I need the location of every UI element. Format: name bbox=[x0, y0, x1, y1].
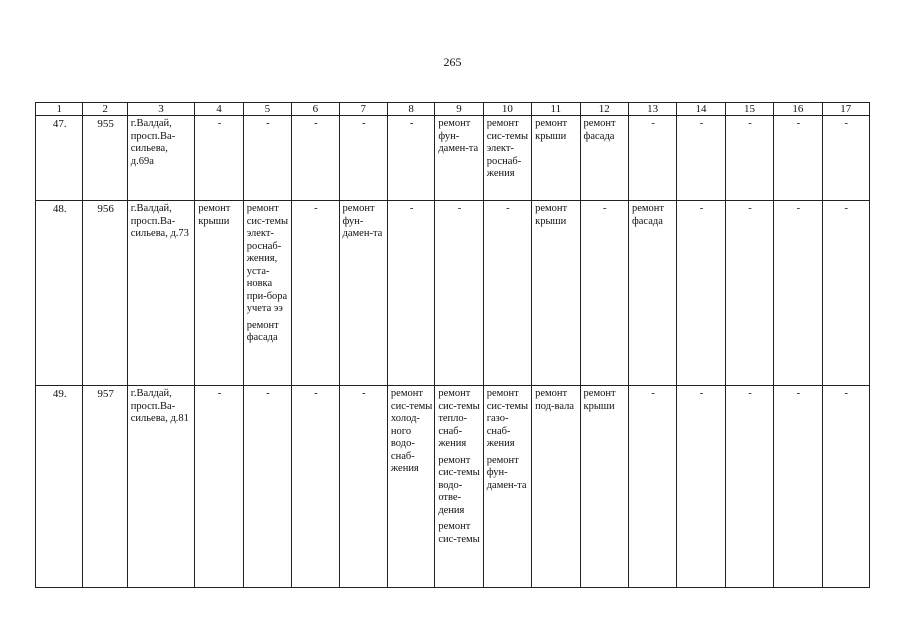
repair-work-entry: ремонт фасада bbox=[583, 118, 616, 142]
column-header: 4 bbox=[195, 103, 243, 116]
repair-work-entry: ремонт фун-дамен-та bbox=[342, 203, 383, 239]
column-header: 6 bbox=[292, 103, 339, 116]
empty-cell: - bbox=[387, 201, 434, 386]
repair-work-cell bbox=[532, 116, 580, 201]
column-header: 5 bbox=[243, 103, 291, 116]
header-row bbox=[36, 103, 870, 116]
table-row bbox=[36, 201, 870, 386]
empty-cell: - bbox=[725, 386, 773, 588]
column-header: 13 bbox=[628, 103, 676, 116]
column-header: 10 bbox=[483, 103, 531, 116]
empty-cell: - bbox=[435, 201, 483, 386]
repair-work-cell bbox=[195, 201, 243, 386]
building-code-cell: 957 bbox=[83, 386, 127, 588]
empty-cell: - bbox=[822, 201, 869, 386]
empty-cell: - bbox=[628, 386, 676, 588]
repair-work-entry: ремонт крыши bbox=[198, 203, 231, 227]
column-header: 12 bbox=[580, 103, 628, 116]
column-header: 7 bbox=[339, 103, 387, 116]
column-header: 2 bbox=[83, 103, 127, 116]
repair-work-entry: ремонт сис-темы bbox=[438, 521, 480, 545]
table-row bbox=[36, 386, 870, 588]
repair-work-cell bbox=[580, 386, 628, 588]
empty-cell: - bbox=[483, 201, 531, 386]
empty-cell: - bbox=[822, 386, 869, 588]
empty-cell: - bbox=[628, 116, 676, 201]
empty-cell: - bbox=[677, 116, 725, 201]
empty-cell: - bbox=[822, 116, 869, 201]
empty-cell: - bbox=[387, 116, 434, 201]
empty-cell: - bbox=[677, 201, 725, 386]
repair-work-entry: ремонт сис-темы газо-снаб-жения bbox=[486, 388, 529, 449]
repair-work-cell bbox=[628, 201, 676, 386]
empty-cell: - bbox=[774, 386, 822, 588]
repair-work-cell bbox=[339, 201, 387, 386]
empty-cell: - bbox=[725, 116, 773, 201]
empty-cell: - bbox=[339, 386, 387, 588]
repair-work-cell bbox=[580, 116, 628, 201]
repair-work-entry: ремонт сис-темы холод-ного водо-снаб-жения bbox=[390, 388, 433, 474]
empty-cell: - bbox=[677, 386, 725, 588]
repair-work-entry: ремонт под-вала bbox=[535, 388, 575, 412]
address-cell bbox=[127, 201, 195, 386]
building-code-cell: 956 bbox=[83, 201, 127, 386]
empty-cell: - bbox=[292, 116, 339, 201]
address-text: г.Валдай, просп.Ва-сильева, д.81 bbox=[130, 388, 189, 424]
repair-work-cell bbox=[483, 386, 531, 588]
row-number-cell: 49. bbox=[36, 386, 83, 588]
column-header: 16 bbox=[774, 103, 822, 116]
empty-cell: - bbox=[195, 386, 243, 588]
address-cell bbox=[127, 116, 195, 201]
column-header: 15 bbox=[725, 103, 773, 116]
empty-cell: - bbox=[725, 201, 773, 386]
repair-work-cell bbox=[435, 386, 483, 588]
repair-work-entry: ремонт крыши bbox=[535, 118, 568, 142]
repair-work-entry: ремонт сис-темы элект-роснаб-жения bbox=[486, 118, 529, 179]
repair-work-entry: ремонт сис-темы тепло-снаб-жения bbox=[438, 388, 480, 449]
column-header: 9 bbox=[435, 103, 483, 116]
table-row bbox=[36, 116, 870, 201]
repair-work-entry: ремонт фун-дамен-та bbox=[486, 454, 527, 491]
repair-work-cell bbox=[483, 116, 531, 201]
column-header: 17 bbox=[822, 103, 869, 116]
empty-cell: - bbox=[195, 116, 243, 201]
address-text: г.Валдай, просп.Ва-сильева, д.73 bbox=[130, 203, 189, 239]
repair-work-entry: ремонт крыши bbox=[583, 388, 616, 412]
repair-work-cell bbox=[532, 386, 580, 588]
column-header: 8 bbox=[387, 103, 434, 116]
repair-work-cell bbox=[435, 116, 483, 201]
empty-cell: - bbox=[339, 116, 387, 201]
repair-work-cell bbox=[243, 201, 291, 386]
address-cell bbox=[127, 386, 195, 588]
empty-cell: - bbox=[243, 116, 291, 201]
empty-cell: - bbox=[292, 386, 339, 588]
page-number: 265 bbox=[443, 55, 462, 69]
row-number-cell: 47. bbox=[36, 116, 83, 201]
empty-cell: - bbox=[580, 201, 628, 386]
column-header: 11 bbox=[532, 103, 580, 116]
empty-cell: - bbox=[292, 201, 339, 386]
repair-work-cell bbox=[387, 386, 434, 588]
repair-work-entry: ремонт сис-темы водо-отве-дения bbox=[438, 454, 480, 516]
row-number-cell: 48. bbox=[36, 201, 83, 386]
repair-work-entry: ремонт сис-темы элект-роснаб-жения, уста-новка при-бора учета ээ bbox=[246, 203, 289, 314]
repair-work-entry: ремонт фасада bbox=[246, 319, 279, 343]
repair-work-cell bbox=[532, 201, 580, 386]
building-code-cell: 955 bbox=[83, 116, 127, 201]
repair-work-entry: ремонт фун-дамен-та bbox=[438, 118, 479, 154]
column-header: 14 bbox=[677, 103, 725, 116]
table-body bbox=[36, 116, 870, 588]
column-header: 3 bbox=[127, 103, 195, 116]
empty-cell: - bbox=[774, 116, 822, 201]
repair-work-entry: ремонт крыши bbox=[535, 203, 568, 227]
repair-work-entry: ремонт фасада bbox=[631, 203, 664, 227]
repair-schedule-table bbox=[35, 102, 870, 588]
address-text: г.Валдай, просп.Ва-сильева, д.69а bbox=[130, 118, 176, 167]
empty-cell: - bbox=[774, 201, 822, 386]
empty-cell: - bbox=[243, 386, 291, 588]
column-header: 1 bbox=[36, 103, 83, 116]
